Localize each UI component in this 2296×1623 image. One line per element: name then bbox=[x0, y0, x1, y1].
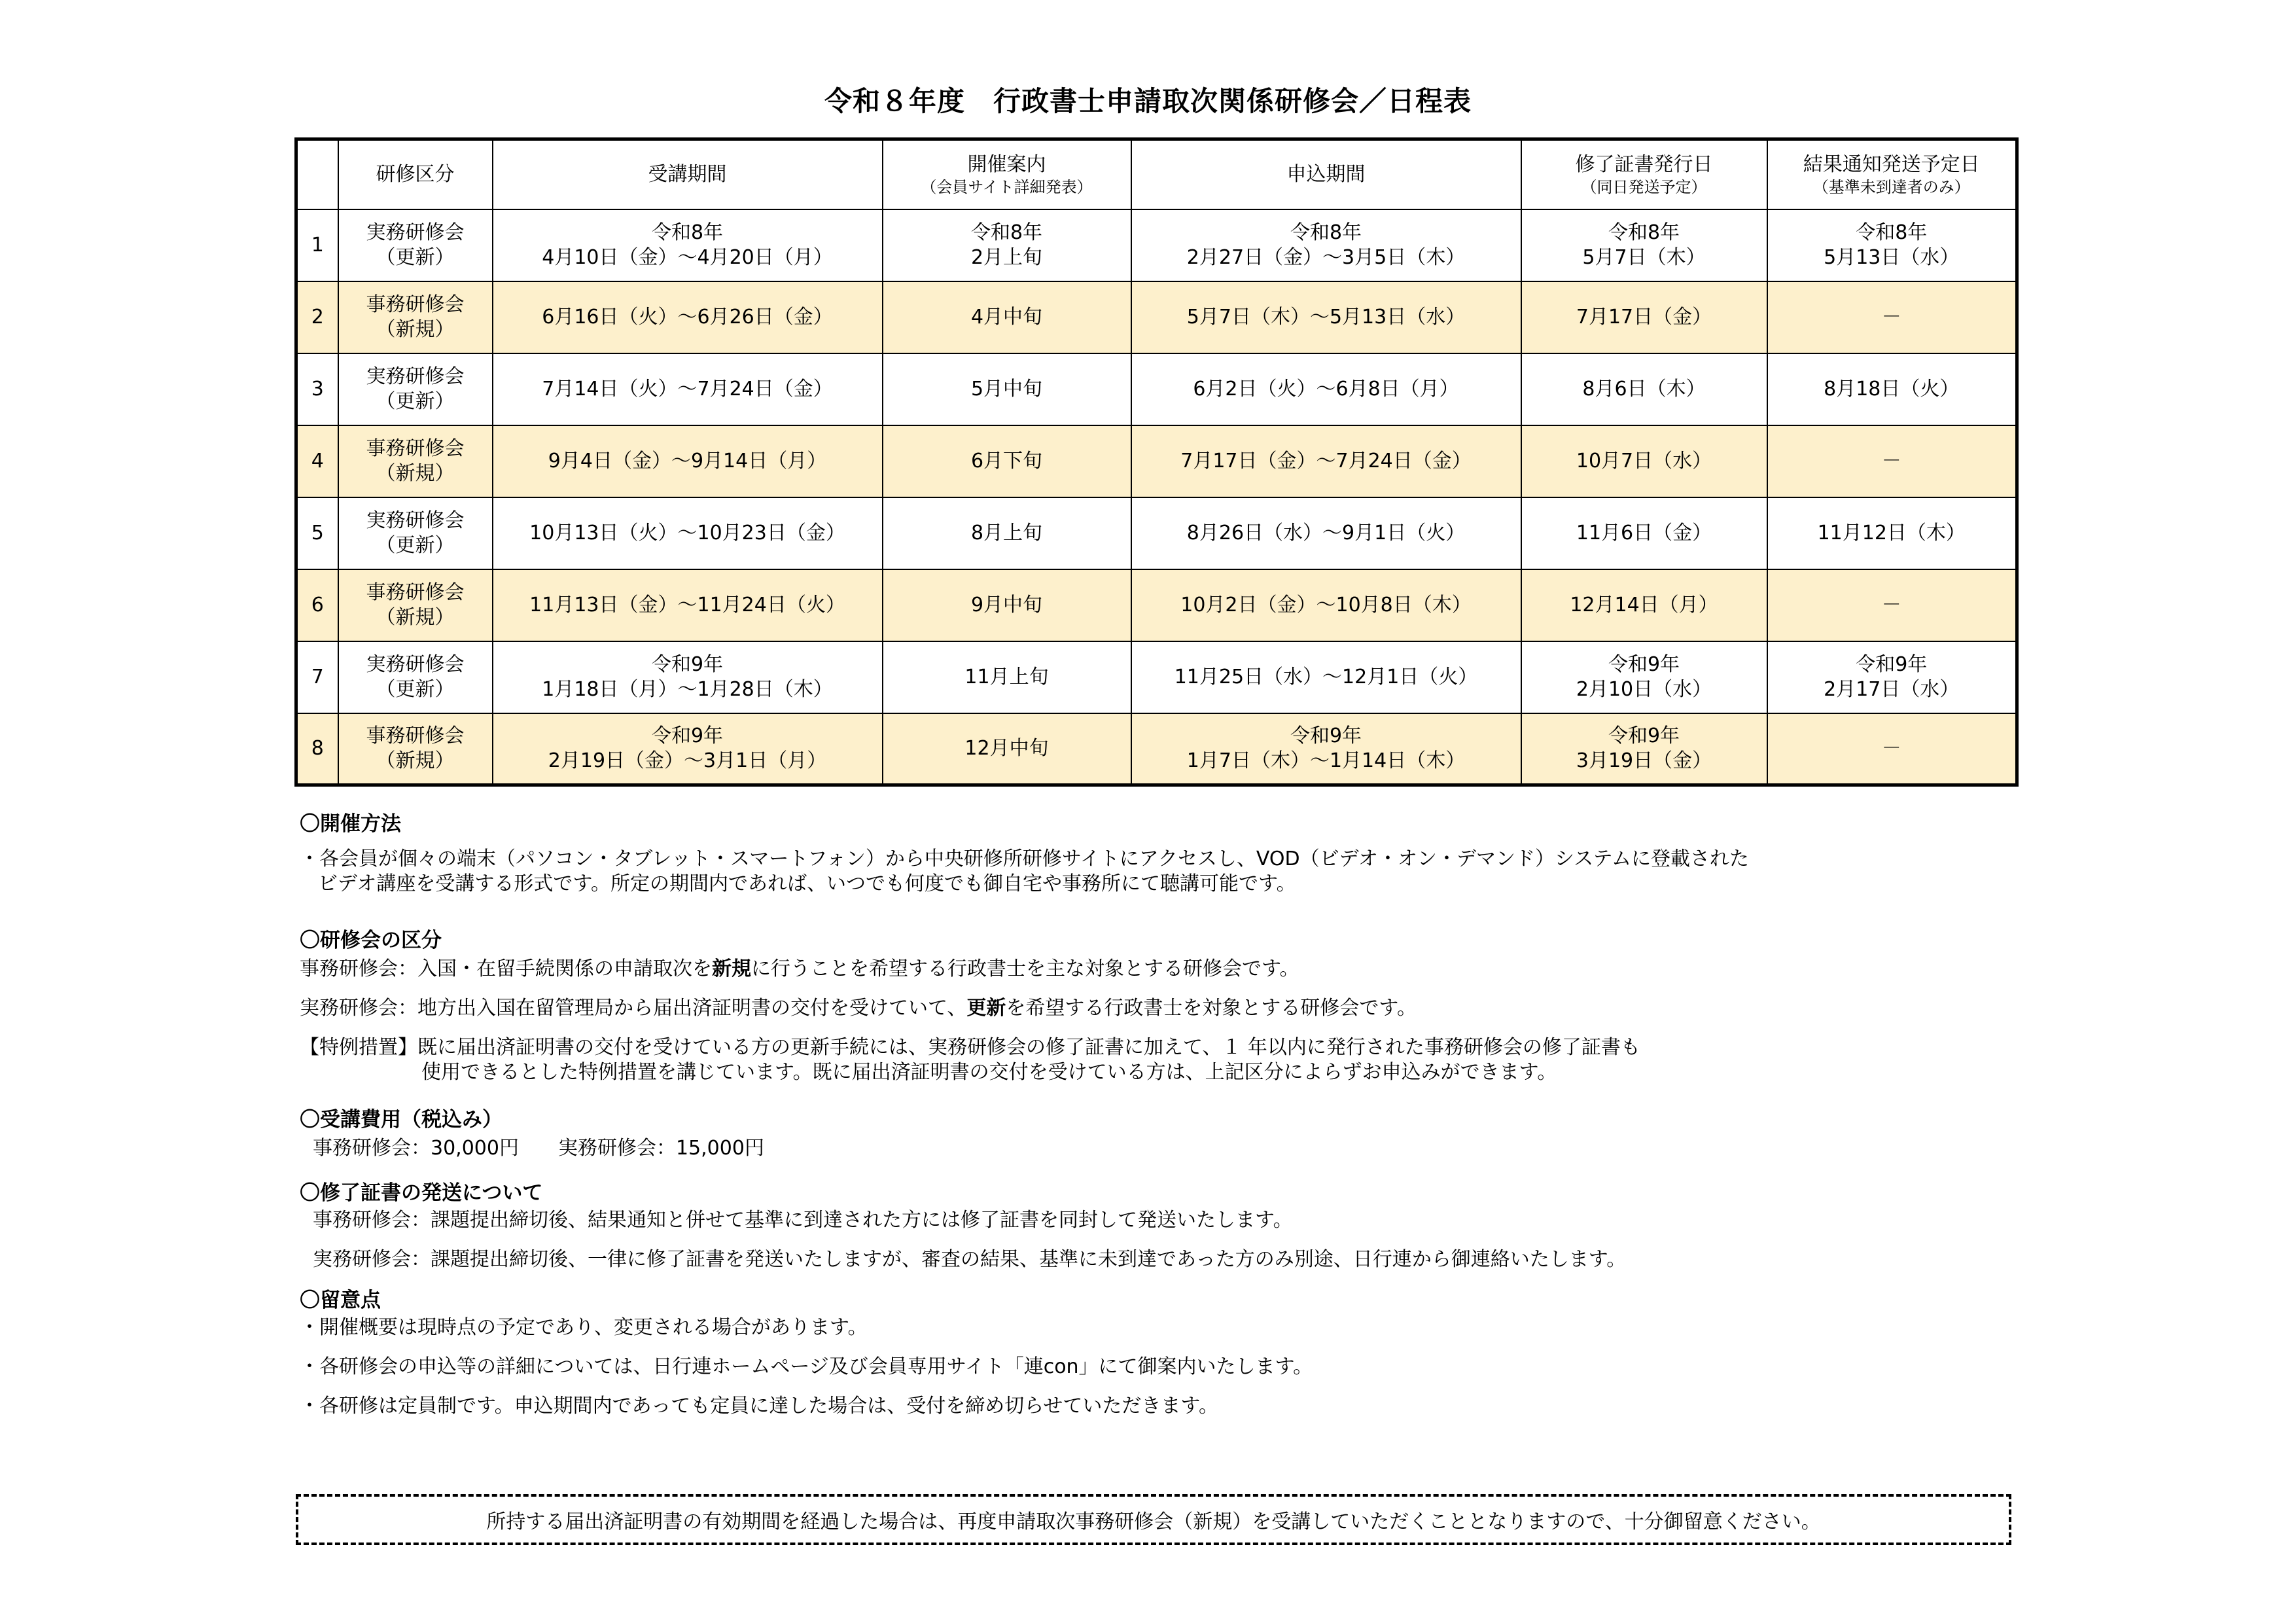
header-cell bbox=[1767, 139, 2017, 209]
cell-line: 9月中旬 bbox=[970, 593, 1043, 616]
caution-line-3: ・各研修は定員制です。申込期間内であっても定員に達した場合は、受付を締め切らせていただきます。 bbox=[300, 1395, 1218, 1418]
cell-cert bbox=[1521, 569, 1767, 641]
cell-result bbox=[1767, 641, 2017, 713]
cell-no: 7 bbox=[296, 641, 338, 713]
cell-guide bbox=[883, 641, 1131, 713]
caution-line-1: ・開催概要は現時点の予定であり、変更される場合があります。 bbox=[300, 1316, 868, 1339]
category-jitsumu-bold: 更新 bbox=[966, 997, 1006, 1020]
cell-line: 3月19日（金） bbox=[1576, 749, 1712, 772]
cell-line: 令和9年 bbox=[651, 652, 724, 676]
cell-line: 2月上旬 bbox=[970, 245, 1043, 269]
category-jitsumu bbox=[300, 996, 2014, 1021]
cell-type bbox=[338, 281, 493, 353]
cell-line: （更新） bbox=[376, 677, 455, 701]
special-measure-line-2: 使用できるとした特例措置を講じています。既に届出済証明書の交付を受けている方は、上記区分によらずお申込みができます。 bbox=[421, 1061, 1557, 1084]
cell-period bbox=[493, 497, 883, 569]
cell-line: 6月2日（火）～6月8日（月） bbox=[1193, 377, 1459, 401]
cell-period bbox=[493, 641, 883, 713]
cell-result bbox=[1767, 425, 2017, 497]
cell-apply bbox=[1131, 281, 1521, 353]
cell-line: 令和9年 bbox=[651, 724, 724, 747]
cell-cert bbox=[1521, 425, 1767, 497]
cell-period bbox=[493, 353, 883, 425]
cell-line: 5月13日（水） bbox=[1824, 245, 1960, 269]
cell-no: 2 bbox=[296, 281, 338, 353]
cell-type bbox=[338, 497, 493, 569]
table-row bbox=[296, 497, 2017, 569]
cell-line: 令和8年 bbox=[1856, 221, 1928, 244]
cell-apply bbox=[1131, 425, 1521, 497]
cell-line: 令和8年 bbox=[651, 221, 724, 244]
caution-heading: 〇留意点 bbox=[300, 1289, 381, 1312]
cell-line: － bbox=[1881, 593, 1901, 616]
cell-line: 2月19日（金）～3月1日（月） bbox=[548, 749, 827, 772]
cell-line: 11月25日（水）～12月1日（火） bbox=[1174, 665, 1478, 688]
cell-line: 4月中旬 bbox=[970, 305, 1043, 329]
category-jitsumu-text: 実務研修会：地方出入国在留管理局から届出済証明書の交付を受けていて、 bbox=[300, 997, 967, 1020]
cell-result bbox=[1767, 497, 2017, 569]
cell-cert bbox=[1521, 353, 1767, 425]
cell-line: 令和8年 bbox=[1608, 221, 1680, 244]
cell-line: 2月27日（金）～3月5日（木） bbox=[1186, 245, 1466, 269]
cell-line: 令和9年 bbox=[1608, 724, 1680, 747]
cell-no: 1 bbox=[296, 209, 338, 281]
cell-line: 事務研修会 bbox=[366, 437, 465, 460]
header-cell bbox=[1521, 139, 1767, 209]
cell-line: 実務研修会 bbox=[366, 365, 465, 388]
header-sub-text: （同日発送予定） bbox=[1581, 177, 1707, 196]
cell-line: （更新） bbox=[376, 389, 455, 413]
cell-line: 7月14日（火）～7月24日（金） bbox=[542, 377, 833, 401]
cell-no: 8 bbox=[296, 713, 338, 785]
cell-line: 11月13日（金）～11月24日（火） bbox=[529, 593, 845, 616]
certificate-jitsumu: 実務研修会：課題提出締切後、一律に修了証書を発送いたしますが、審査の結果、基準に未到達であった方のみ別途、日行連から御連絡いたします。 bbox=[313, 1248, 1627, 1271]
cell-period bbox=[493, 569, 883, 641]
special-measure-line-1: 【特例措置】既に届出済証明書の交付を受けている方の更新手続には、実務研修会の修了証書に加えて、１ 年以内に発行された事務研修会の修了証書も bbox=[300, 1036, 1640, 1059]
cell-type bbox=[338, 569, 493, 641]
table-row bbox=[296, 425, 2017, 497]
cell-no: 4 bbox=[296, 425, 338, 497]
cell-line: 7月17日（金）～7月24日（金） bbox=[1180, 449, 1472, 473]
cell-line: 令和9年 bbox=[1608, 652, 1680, 676]
method-line-2: ビデオ講座を受講する形式です。所定の期間内であれば、いつでも何度でも御自宅や事務所にて聴講可能です。 bbox=[318, 872, 1296, 895]
cell-line: 4月10日（金）～4月20日（月） bbox=[542, 245, 833, 269]
cell-line: 8月18日（火） bbox=[1824, 377, 1960, 401]
cell-line: － bbox=[1881, 305, 1901, 329]
cell-line: 令和9年 bbox=[1856, 652, 1928, 676]
table-row bbox=[296, 569, 2017, 641]
cell-guide bbox=[883, 209, 1131, 281]
category-jimu-text: 事務研修会：入国・在留手続関係の申請取次を bbox=[300, 957, 712, 980]
header-main-text: 開催案内 bbox=[967, 152, 1046, 176]
header-cell bbox=[883, 139, 1131, 209]
cell-line: 2月17日（水） bbox=[1824, 677, 1960, 701]
cell-guide bbox=[883, 569, 1131, 641]
cell-line: （新規） bbox=[376, 749, 455, 772]
certificate-jimu: 事務研修会：課題提出締切後、結果通知と併せて基準に到達された方には修了証書を同封して発送いたします。 bbox=[313, 1209, 1293, 1232]
cell-cert bbox=[1521, 641, 1767, 713]
caution-line-2: ・各研修会の申込等の詳細については、日行連ホームページ及び会員専用サイト「連con」にて御案内いたします。 bbox=[300, 1355, 1313, 1378]
cell-line: （更新） bbox=[376, 533, 455, 557]
header-sub-text: （会員サイト詳細発表） bbox=[921, 177, 1093, 196]
table-body bbox=[296, 209, 2017, 785]
table-row bbox=[296, 713, 2017, 785]
cell-line: － bbox=[1881, 449, 1901, 473]
cell-cert bbox=[1521, 281, 1767, 353]
cell-line: 6月16日（火）～6月26日（金） bbox=[542, 305, 833, 329]
cell-line: （新規） bbox=[376, 461, 455, 485]
cell-type bbox=[338, 425, 493, 497]
table-row bbox=[296, 209, 2017, 281]
cell-line: 8月26日（水）～9月1日（火） bbox=[1186, 521, 1466, 544]
cell-line: 実務研修会 bbox=[366, 508, 465, 532]
certificate-heading: 〇修了証書の発送について bbox=[300, 1181, 543, 1205]
header-cell bbox=[338, 139, 493, 209]
cell-result bbox=[1767, 353, 2017, 425]
cell-apply bbox=[1131, 209, 1521, 281]
cell-result bbox=[1767, 281, 2017, 353]
cell-guide bbox=[883, 353, 1131, 425]
cell-line: （更新） bbox=[376, 245, 455, 269]
cell-line: 事務研修会 bbox=[366, 293, 465, 316]
cell-line: 実務研修会 bbox=[366, 652, 465, 676]
cell-type bbox=[338, 713, 493, 785]
cell-type bbox=[338, 209, 493, 281]
table-row bbox=[296, 353, 2017, 425]
table-header-row bbox=[296, 139, 2017, 209]
cell-line: 11月12日（木） bbox=[1817, 521, 1966, 544]
cell-line: 5月7日（木） bbox=[1582, 245, 1706, 269]
cell-line: 8月6日（木） bbox=[1582, 377, 1706, 401]
fee-heading: 〇受講費用（税込み） bbox=[300, 1108, 503, 1132]
schedule-table bbox=[294, 137, 2019, 787]
header-main-text: 申込期間 bbox=[1286, 162, 1366, 186]
cell-period bbox=[493, 425, 883, 497]
table-row bbox=[296, 281, 2017, 353]
cell-line: 9月4日（金）～9月14日（月） bbox=[548, 449, 827, 473]
cell-line: （新規） bbox=[376, 317, 455, 341]
cell-apply bbox=[1131, 569, 1521, 641]
cell-line: 12月14日（月） bbox=[1570, 593, 1718, 616]
header-main-text: 結果通知発送予定日 bbox=[1803, 152, 1980, 176]
cell-line: 令和9年 bbox=[1290, 724, 1362, 747]
cell-line: 8月上旬 bbox=[970, 521, 1043, 544]
cell-period bbox=[493, 209, 883, 281]
header-cell bbox=[1131, 139, 1521, 209]
cell-guide bbox=[883, 713, 1131, 785]
cell-apply bbox=[1131, 713, 1521, 785]
cell-line: 10月13日（火）～10月23日（金） bbox=[529, 521, 845, 544]
fee-line: 事務研修会：30,000円 実務研修会：15,000円 bbox=[313, 1137, 764, 1160]
cell-cert bbox=[1521, 713, 1767, 785]
cell-result bbox=[1767, 209, 2017, 281]
cell-line: 令和8年 bbox=[1290, 221, 1362, 244]
cell-line: 10月2日（金）～10月8日（木） bbox=[1180, 593, 1472, 616]
cell-period bbox=[493, 713, 883, 785]
header-main-text: 修了証書発行日 bbox=[1575, 152, 1713, 176]
category-jimu-bold: 新規 bbox=[712, 957, 751, 980]
category-jimu bbox=[300, 957, 2014, 982]
cell-line: 令和8年 bbox=[970, 221, 1043, 244]
header-cell bbox=[296, 139, 338, 209]
cell-line: － bbox=[1881, 736, 1901, 760]
header-main-text: 研修区分 bbox=[376, 162, 455, 186]
cell-guide bbox=[883, 281, 1131, 353]
cell-result bbox=[1767, 713, 2017, 785]
cell-line: 10月7日（水） bbox=[1576, 449, 1712, 473]
cell-line: 1月7日（木）～1月14日（木） bbox=[1186, 749, 1466, 772]
cell-apply bbox=[1131, 353, 1521, 425]
cell-line: 事務研修会 bbox=[366, 724, 465, 747]
cell-apply bbox=[1131, 641, 1521, 713]
cell-no: 5 bbox=[296, 497, 338, 569]
cell-line: 5月中旬 bbox=[970, 377, 1043, 401]
cell-no: 6 bbox=[296, 569, 338, 641]
cell-apply bbox=[1131, 497, 1521, 569]
cell-line: 6月下旬 bbox=[970, 449, 1043, 473]
table-row bbox=[296, 641, 2017, 713]
cell-type bbox=[338, 353, 493, 425]
cell-guide bbox=[883, 497, 1131, 569]
header-cell bbox=[493, 139, 883, 209]
cell-no: 3 bbox=[296, 353, 338, 425]
notice-text: 所持する届出済証明書の有効期間を経過した場合は、再度申請取次事務研修会（新規）を受講していただくこととなりますので、十分御留意ください。 bbox=[486, 1510, 1821, 1533]
page-title: 令和８年度 行政書士申請取次関係研修会／日程表 bbox=[824, 85, 1472, 117]
category-jimu-text-2: に行うことを希望する行政書士を主な対象とする研修会です。 bbox=[751, 957, 1299, 980]
cell-line: 11月6日（金） bbox=[1576, 521, 1712, 544]
cell-line: 5月7日（木）～5月13日（水） bbox=[1186, 305, 1466, 329]
cell-period bbox=[493, 281, 883, 353]
notice-box bbox=[296, 1494, 2011, 1545]
cell-line: 事務研修会 bbox=[366, 580, 465, 604]
cell-type bbox=[338, 641, 493, 713]
cell-line: （新規） bbox=[376, 605, 455, 629]
category-heading: 〇研修会の区分 bbox=[300, 929, 442, 952]
cell-line: 7月17日（金） bbox=[1576, 305, 1712, 329]
cell-guide bbox=[883, 425, 1131, 497]
cell-cert bbox=[1521, 497, 1767, 569]
notes-section bbox=[300, 812, 2014, 1419]
cell-line: 2月10日（水） bbox=[1576, 677, 1712, 701]
header-main-text: 受講期間 bbox=[648, 162, 727, 186]
cell-result bbox=[1767, 569, 2017, 641]
cell-cert bbox=[1521, 209, 1767, 281]
header-sub-text: （基準未到達者のみ） bbox=[1812, 177, 1970, 196]
cell-line: 11月上旬 bbox=[964, 665, 1049, 688]
cell-line: 12月中旬 bbox=[964, 736, 1049, 760]
category-jitsumu-text-2: を希望する行政書士を対象とする研修会です。 bbox=[1006, 997, 1417, 1020]
cell-line: 1月18日（月）～1月28日（木） bbox=[542, 677, 833, 701]
cell-line: 実務研修会 bbox=[366, 221, 465, 244]
method-heading: 〇開催方法 bbox=[300, 812, 401, 836]
method-line-1: ・各会員が個々の端末（パソコン・タブレット・スマートフォン）から中央研修所研修サイトにアクセスし、VOD（ビデオ・オン・デマンド）システムに登載された bbox=[300, 847, 1750, 870]
